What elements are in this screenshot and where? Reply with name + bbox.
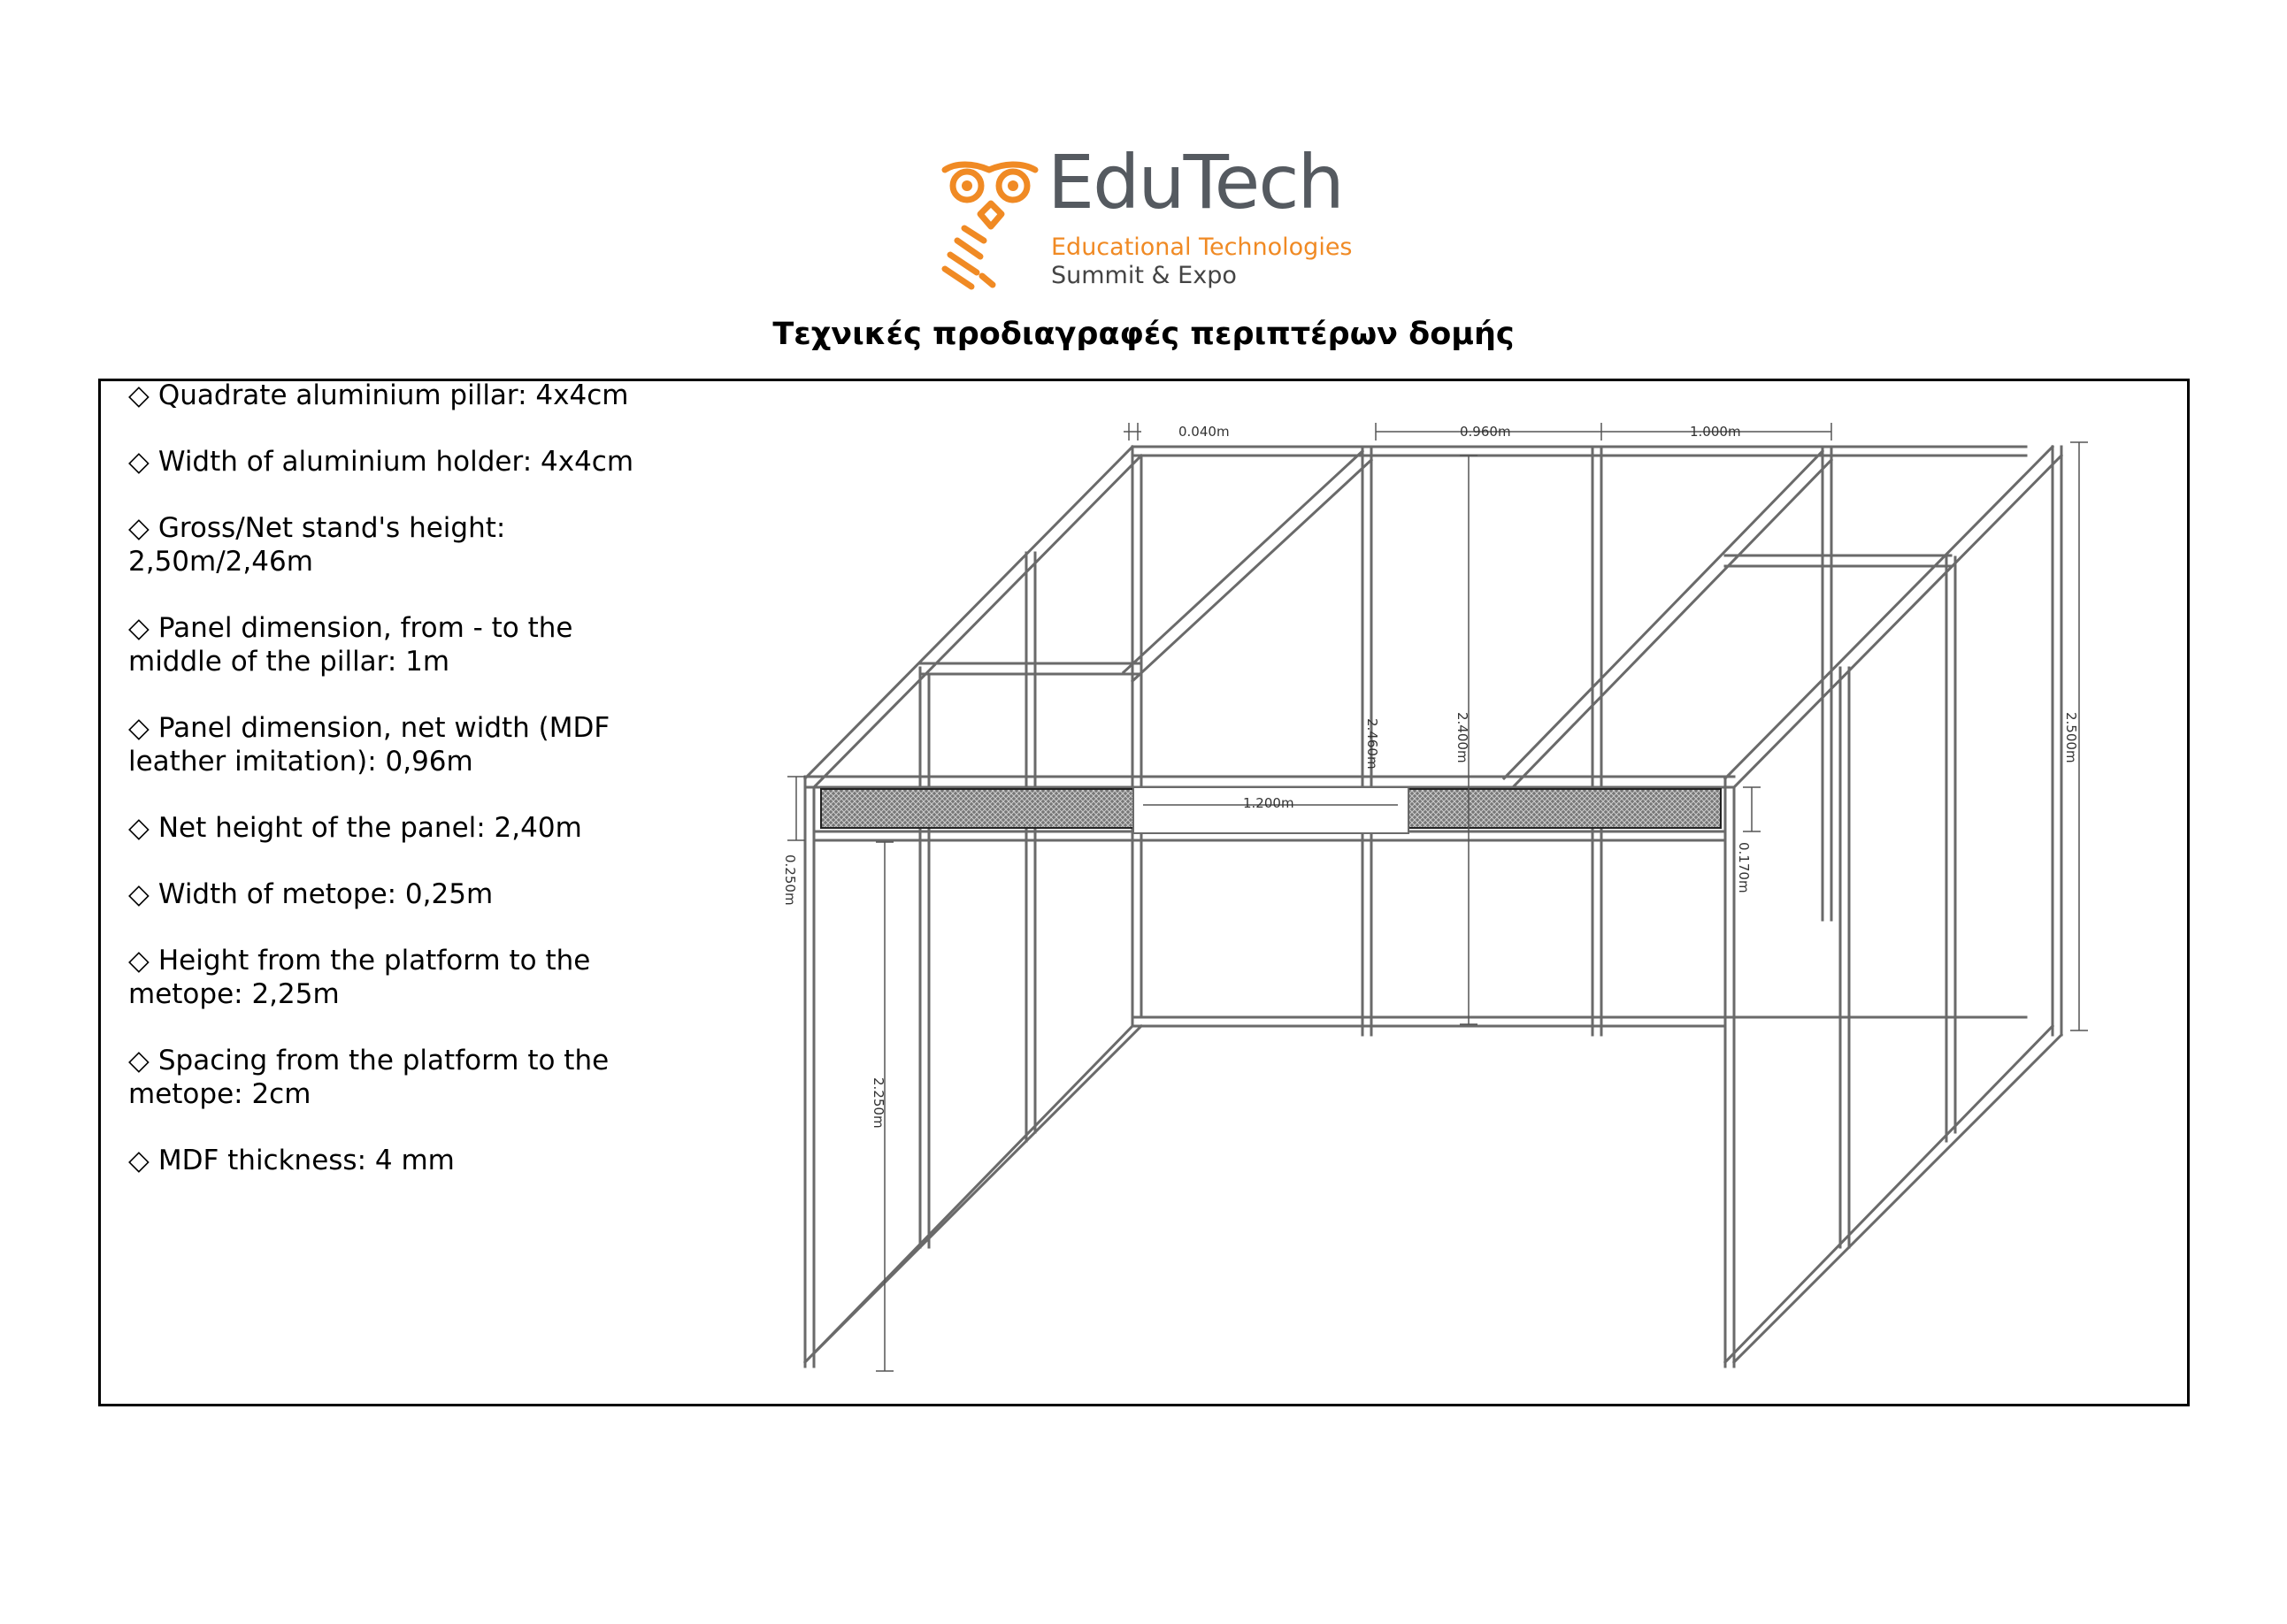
spec-text: Net height of the panel: 2,40m [157, 812, 582, 844]
diamond-bullet-icon: ◇ [128, 945, 150, 977]
booth-structure-drawing [761, 389, 2106, 1389]
spec-text: Spacing from the platform to the [157, 1045, 610, 1076]
diamond-bullet-icon: ◇ [128, 1145, 150, 1176]
spec-item [128, 811, 695, 845]
owl-logo-icon [938, 152, 1044, 294]
spec-text: Panel dimension, net width (MDF [157, 712, 610, 744]
spec-item [128, 944, 695, 1011]
diamond-bullet-icon: ◇ [128, 712, 150, 744]
spec-text: Quadrate aluminium pillar: 4x4cm [157, 379, 629, 411]
spec-list [128, 379, 695, 1210]
logo-subtitle-2: Summit & Expo [1051, 262, 1237, 289]
diamond-bullet-icon: ◇ [128, 812, 150, 844]
diamond-bullet-icon: ◇ [128, 612, 150, 644]
diamond-bullet-icon: ◇ [128, 512, 150, 544]
edutech-logo [938, 139, 1398, 294]
dim-gross-height: 2.500m [2063, 712, 2079, 763]
spec-item [128, 511, 695, 578]
dim-metope: 0.250m [782, 854, 798, 906]
spec-item [128, 1144, 695, 1177]
fascia-panel-right [1408, 789, 1721, 828]
spec-text-cont: metope: 2,25m [128, 978, 340, 1010]
spec-text: Panel dimension, from - to the [157, 612, 573, 644]
spec-item [128, 445, 695, 479]
fascia-panel-left [821, 789, 1133, 828]
logo-subtitle: Educational Technologies [1051, 234, 1353, 261]
dim-fascia-width: 1.200m [1243, 795, 1294, 811]
spec-text: Height from the platform to the [157, 945, 591, 977]
dim-platform-to-metope: 2.250m [871, 1077, 886, 1129]
spec-item [128, 711, 695, 778]
diamond-bullet-icon: ◇ [128, 878, 150, 910]
logo-title: EduTech [1048, 139, 1343, 226]
diamond-bullet-icon: ◇ [128, 1045, 150, 1076]
dim-panel-axis: 1.000m [1690, 424, 1741, 440]
spec-item [128, 1044, 695, 1111]
spec-text: MDF thickness: 4 mm [157, 1145, 455, 1176]
dim-pillar-gap: 0.040m [1178, 424, 1230, 440]
spec-item [128, 877, 695, 911]
diamond-bullet-icon: ◇ [128, 379, 150, 411]
spec-item [128, 379, 695, 412]
spec-text-cont: metope: 2cm [128, 1078, 311, 1110]
spec-text: Width of metope: 0,25m [157, 878, 494, 910]
dim-panel-net: 0.960m [1460, 424, 1511, 440]
dim-net-height: 2.460m [1364, 718, 1380, 770]
spec-text: Gross/Net stand's height: [157, 512, 506, 544]
spec-text-cont: 2,50m/2,46m [128, 546, 313, 578]
spec-item [128, 611, 695, 678]
page-title: Τεχνικές προδιαγραφές περιπτέρων δομής [772, 317, 1515, 352]
spec-text: Width of aluminium holder: 4x4cm [157, 446, 634, 478]
dim-fascia-height: 0.170m [1736, 842, 1752, 893]
spec-text-cont: middle of the pillar: 1m [128, 646, 450, 678]
dim-panel-height: 2.400m [1454, 712, 1470, 763]
spec-text-cont: leather imitation): 0,96m [128, 746, 473, 778]
diamond-bullet-icon: ◇ [128, 446, 150, 478]
